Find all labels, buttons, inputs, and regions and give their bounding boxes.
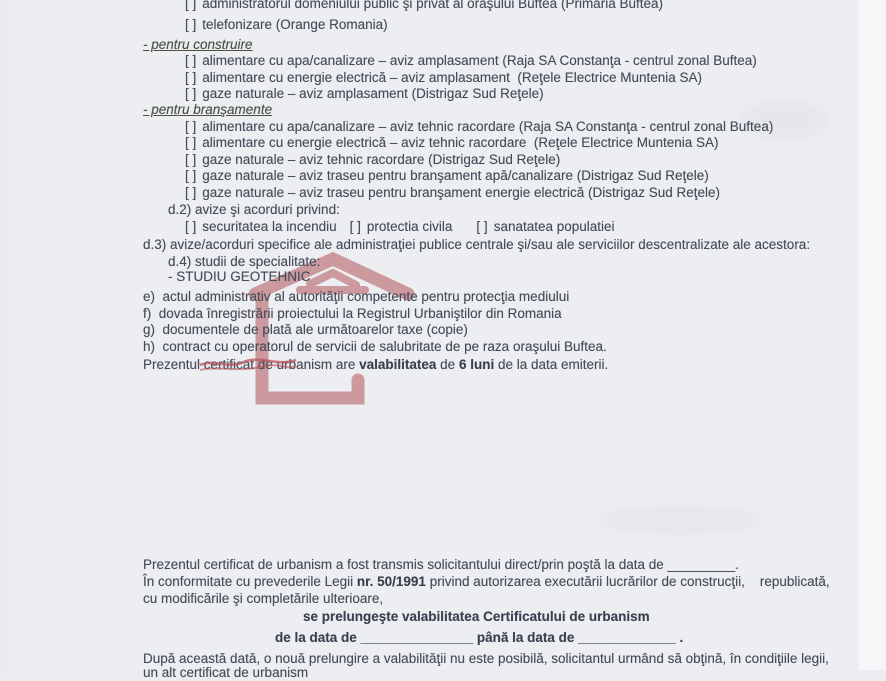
checkbox-glyph: [ ]: [349, 219, 361, 234]
checkbox-item: [185, 0, 663, 12]
scan-smudge: [600, 505, 760, 535]
d2-options-row: [185, 218, 615, 235]
checkbox-item: [185, 134, 719, 151]
checkbox-glyph: [ ]: [185, 70, 197, 85]
checkbox-glyph: [ ]: [185, 17, 197, 32]
checkbox-glyph: [ ]: [476, 219, 488, 234]
checkbox-glyph: [ ]: [185, 53, 197, 68]
checkbox-glyph: [ ]: [185, 119, 197, 134]
transmis-line: Prezentul certificat de urbanism a fost transmis solicitantului direct/prin poştă la data de _________.: [143, 557, 739, 572]
checkbox-glyph: [ ]: [185, 152, 197, 167]
checkbox-item-label: administratorul domeniului public şi privat al oraşului Buftea (Primăria Buftea): [202, 0, 663, 11]
checkbox-item: [185, 184, 720, 201]
validity-bold: valabilitatea: [359, 357, 437, 372]
validity-text: de la data emiterii.: [494, 357, 609, 372]
checkbox-item-label: protectia civila: [366, 219, 453, 234]
checkbox-item-label: gaze naturale – aviz tehnic racordare (Distrigaz Sud Reţele): [202, 152, 561, 167]
checkbox-glyph: [ ]: [185, 168, 197, 183]
checkbox-item: [185, 69, 702, 86]
checkbox-item-label: alimentare cu apa/canalizare – aviz amplasament (Raja SA Constanţa - centrul zonal Buftea): [202, 53, 757, 68]
checkbox-item: [185, 16, 388, 33]
validity-text: urbanism are: [272, 357, 360, 372]
watermark-inner-chevron: [310, 273, 356, 285]
law-number: nr. 50/1991: [356, 574, 426, 589]
conform-text: privind autorizarea executării lucrărilor de construcţii, republicată,: [425, 574, 830, 589]
struck-text: [204, 356, 273, 373]
prelungire-title: se prelungeşte valabilitatea Certificatului de urbanism: [303, 609, 650, 624]
validity-line: [143, 356, 608, 373]
item-e: e) actul administrativ al autorităţii competente pentru protecţia mediului: [143, 289, 570, 304]
checkbox-item-label: gaze naturale – aviz traseu pentru branşament apă/canalizare (Distrigaz Sud Reţele): [202, 168, 709, 183]
modificari-line: cu modificările şi completările ulterioare,: [143, 591, 384, 606]
checkbox-item-label: securitatea la incendiu: [202, 219, 337, 234]
conform-line: [143, 573, 830, 590]
checkbox-item-label: telefonizare (Orange Romania): [202, 17, 388, 32]
alt-certificat-line: un alt certificat de urbanism: [143, 665, 309, 680]
checkbox-item-label: gaze naturale – aviz traseu pentru branşament energie electrică (Distrigaz Sud Reţele): [202, 185, 721, 200]
item-h: h) contract cu operatorul de servicii de salubritate de pe raza oraşului Buftea.: [143, 339, 607, 354]
checkbox-glyph: [ ]: [185, 135, 197, 150]
prelungire-dates: de la data de _______________ până la data de _____________ .: [275, 630, 684, 645]
checkbox-glyph: [ ]: [185, 0, 197, 11]
checkbox-glyph: [ ]: [185, 86, 197, 101]
item-g: g) documentele de plată ale următoarelor taxe (copie): [143, 322, 468, 337]
section-heading-bransamente: - pentru branşamente: [143, 102, 273, 117]
checkbox-item: [185, 118, 773, 135]
checkbox-glyph: [ ]: [185, 185, 197, 200]
checkbox-item: [185, 85, 544, 102]
item-f: f) dovada înregistrării proiectului la Registrul Urbaniştilor din Romania: [143, 306, 562, 321]
checkbox-item: [185, 167, 709, 184]
checkbox-item: [185, 52, 757, 69]
checkbox-item-label: sanatatea populatiei: [493, 219, 615, 234]
checkbox-glyph: [ ]: [185, 219, 197, 234]
checkbox-item: [185, 151, 560, 168]
checkbox-item-label: alimentare cu apa/canalizare – aviz tehnic racordare (Raja SA Constanţa - centrul zonal Buftea): [202, 119, 774, 134]
dupa-line: După această dată, o nouă prelungire a valabilităţii nu este posibilă, solicitantul urmând să obţină, în condiţiile legii,: [143, 651, 829, 666]
d4-label: d.4) studii de specialitate:: [168, 254, 321, 269]
validity-text: de: [436, 357, 459, 372]
scan-edge-band: [859, 0, 886, 670]
checkbox-item-label: gaze naturale – aviz amplasament (Distrigaz Sud Reţele): [202, 86, 544, 101]
section-heading-construire: - pentru construire: [143, 37, 253, 52]
checkbox-item-label: alimentare cu energie electrică – aviz tehnic racordare (Reţele Electrice Muntenia SA): [202, 135, 719, 150]
checkbox-item-label: alimentare cu energie electrică – aviz amplasament (Reţele Electrice Muntenia SA): [202, 70, 702, 85]
validity-text: Prezentul: [143, 357, 204, 372]
validity-bold: 6 luni: [458, 357, 495, 372]
d3-line: d.3) avize/acorduri specifice ale administraţiei publice centrale şi/sau ale serviciilor descentralizate ale acestora:: [143, 237, 811, 252]
d2-label: d.2) avize şi acorduri privind:: [168, 202, 340, 217]
conform-text: În conformitate cu prevederile Legii: [143, 574, 357, 589]
d4-value: - STUDIU GEOTEHNIC: [168, 269, 311, 284]
struck-text-label: certificat de: [203, 357, 273, 372]
